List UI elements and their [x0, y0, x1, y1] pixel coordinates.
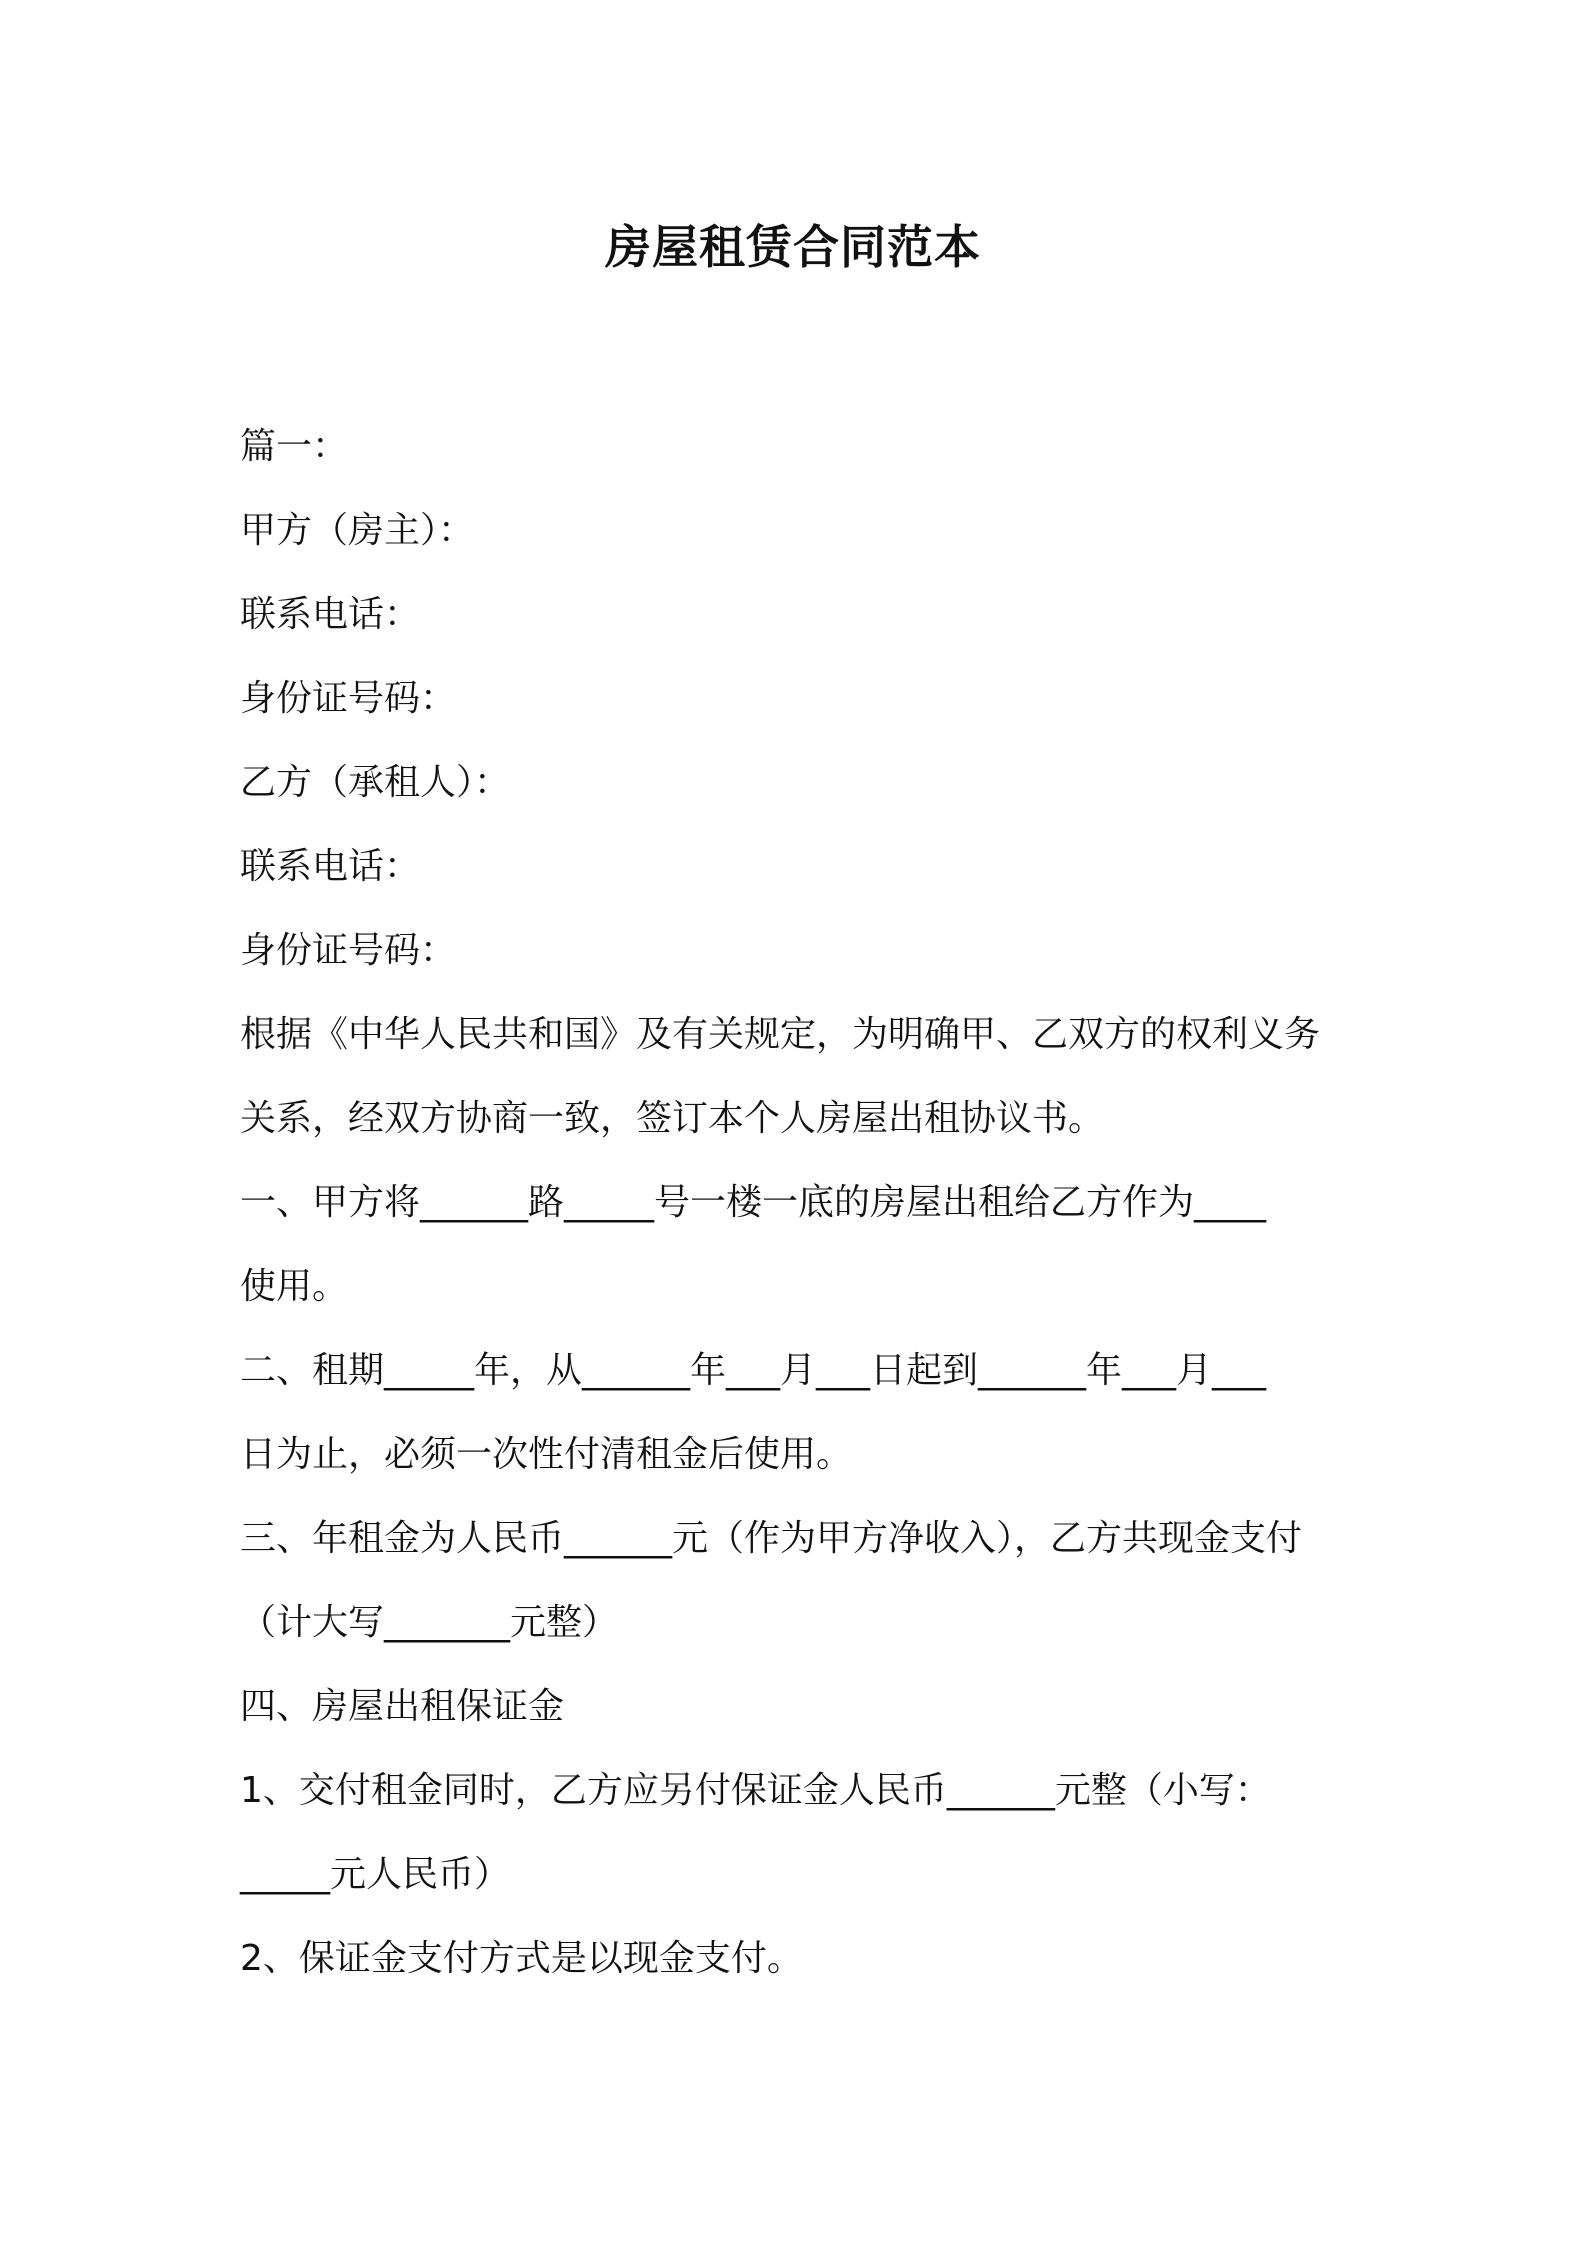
clause-2-line-2: 日为止，必须一次性付清租金后使用。: [240, 1434, 853, 1475]
tenant-label: 乙方（承租人）：: [240, 762, 511, 803]
preamble-line-2: 关系，经双方协商一致，签订本个人房屋出租协议书。: [240, 1098, 1105, 1139]
clause-3-line-2: （计大写_______元整）: [240, 1602, 619, 1643]
document-body: [240, 405, 1360, 2001]
document-title: 房屋租赁合同范本: [605, 220, 981, 274]
clause-2-line-1: 二、租期_____年，从______年___月___日起到______年___月___: [240, 1350, 1267, 1391]
tenant-phone-label: 联系电话：: [240, 846, 421, 887]
clause-4-item-1-line-2: _____元人民币）: [240, 1854, 511, 1895]
preamble-line-1: 根据《中华人民共和国》及有关规定，为明确甲、乙双方的权利义务: [240, 1014, 1321, 1055]
clause-4-item-1-line-1: 1、交付租金同时，乙方应另付保证金人民币______元整（小写：: [240, 1770, 1271, 1811]
clause-1-line-2: 使用。: [240, 1266, 349, 1307]
section-heading-part-one: 篇一：: [240, 426, 349, 467]
clause-3-line-1: 三、年租金为人民币______元（作为甲方净收入），乙方共现金支付: [240, 1518, 1303, 1559]
clause-4-heading: 四、房屋出租保证金: [240, 1686, 565, 1727]
clause-1-line-1: 一、甲方将______路_____号一楼一底的房屋出租给乙方作为____: [240, 1182, 1267, 1223]
landlord-phone-label: 联系电话：: [240, 594, 421, 635]
landlord-label: 甲方（房主）：: [240, 510, 475, 551]
tenant-id-label: 身份证号码：: [240, 930, 457, 971]
landlord-id-label: 身份证号码：: [240, 678, 457, 719]
clause-4-item-2: 2、保证金支付方式是以现金支付。: [240, 1938, 803, 1979]
